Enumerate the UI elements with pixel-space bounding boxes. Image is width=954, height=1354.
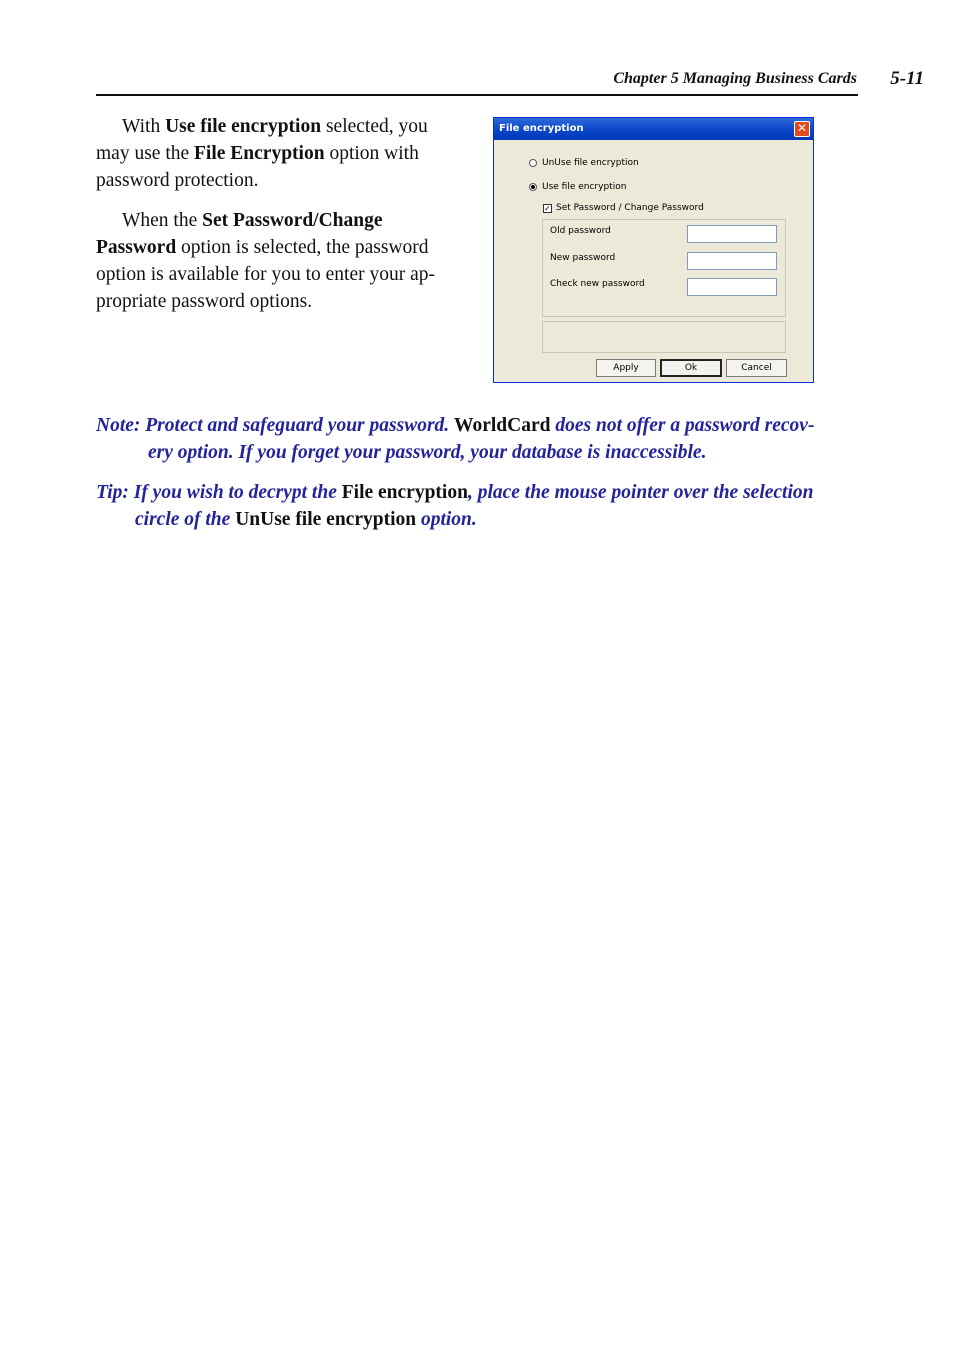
status-area — [542, 321, 786, 353]
term-file-encryption-tip: File encryption — [341, 482, 468, 503]
page-number: 5-11 — [890, 68, 924, 89]
check-new-password-label: Check new password — [550, 279, 645, 289]
note-paragraph: Note: Protect and safeguard your password. WorldCard does not offer a password recov- ery option. If you forget your password, your database is inaccessible. — [96, 415, 815, 463]
paragraph-file-encryption: With Use file encryption selected, you may use the File Encryption option with password protection. — [96, 116, 428, 191]
new-password-label: New password — [550, 253, 616, 263]
radio-use-label[interactable]: Use file encryption — [542, 182, 627, 192]
term-file-encryption: File Encryption — [194, 143, 325, 164]
dialog-titlebar[interactable] — [494, 118, 813, 140]
checkbox-set-password-label[interactable]: Set Password / Change Password — [556, 203, 704, 213]
header-rule — [96, 94, 858, 96]
term-use-file-encryption: Use file encryption — [165, 116, 322, 137]
close-icon: ✕ — [796, 121, 808, 135]
running-header-chapter: Chapter 5 Managing Business Cards — [613, 70, 857, 87]
term-worldcard: WorldCard — [454, 415, 551, 436]
dialog-title: File encryption — [499, 123, 584, 134]
check-icon: ✓ — [544, 204, 551, 213]
tip-paragraph: Tip: If you wish to decrypt the File encryption, place the mouse pointer over the selection circle of the UnUse file encryption option. — [96, 482, 814, 530]
ok-button[interactable]: Ok — [660, 359, 722, 377]
close-button[interactable] — [794, 121, 810, 137]
cancel-button[interactable]: Cancel — [726, 359, 787, 377]
file-encryption-dialog — [493, 117, 814, 383]
password-group — [542, 219, 786, 317]
radio-use-file-encryption[interactable] — [529, 183, 537, 191]
old-password-label: Old password — [550, 226, 611, 236]
radio-unuse-label[interactable]: UnUse file encryption — [542, 158, 639, 168]
radio-unuse-file-encryption[interactable] — [529, 159, 537, 167]
checkbox-set-password[interactable] — [543, 204, 552, 213]
check-new-password-input[interactable] — [687, 278, 777, 296]
apply-button[interactable]: Apply — [596, 359, 656, 377]
term-unuse-file-encryption: UnUse file encryption — [235, 509, 417, 530]
term-set-password-change-password: Set Password/Change Password — [96, 210, 383, 258]
old-password-input[interactable] — [687, 225, 777, 243]
paragraph-set-password: When the Set Password/Change Password option is selected, the password option is available for you to enter your ap-propriate password options. — [96, 210, 435, 312]
new-password-input[interactable] — [687, 252, 777, 270]
